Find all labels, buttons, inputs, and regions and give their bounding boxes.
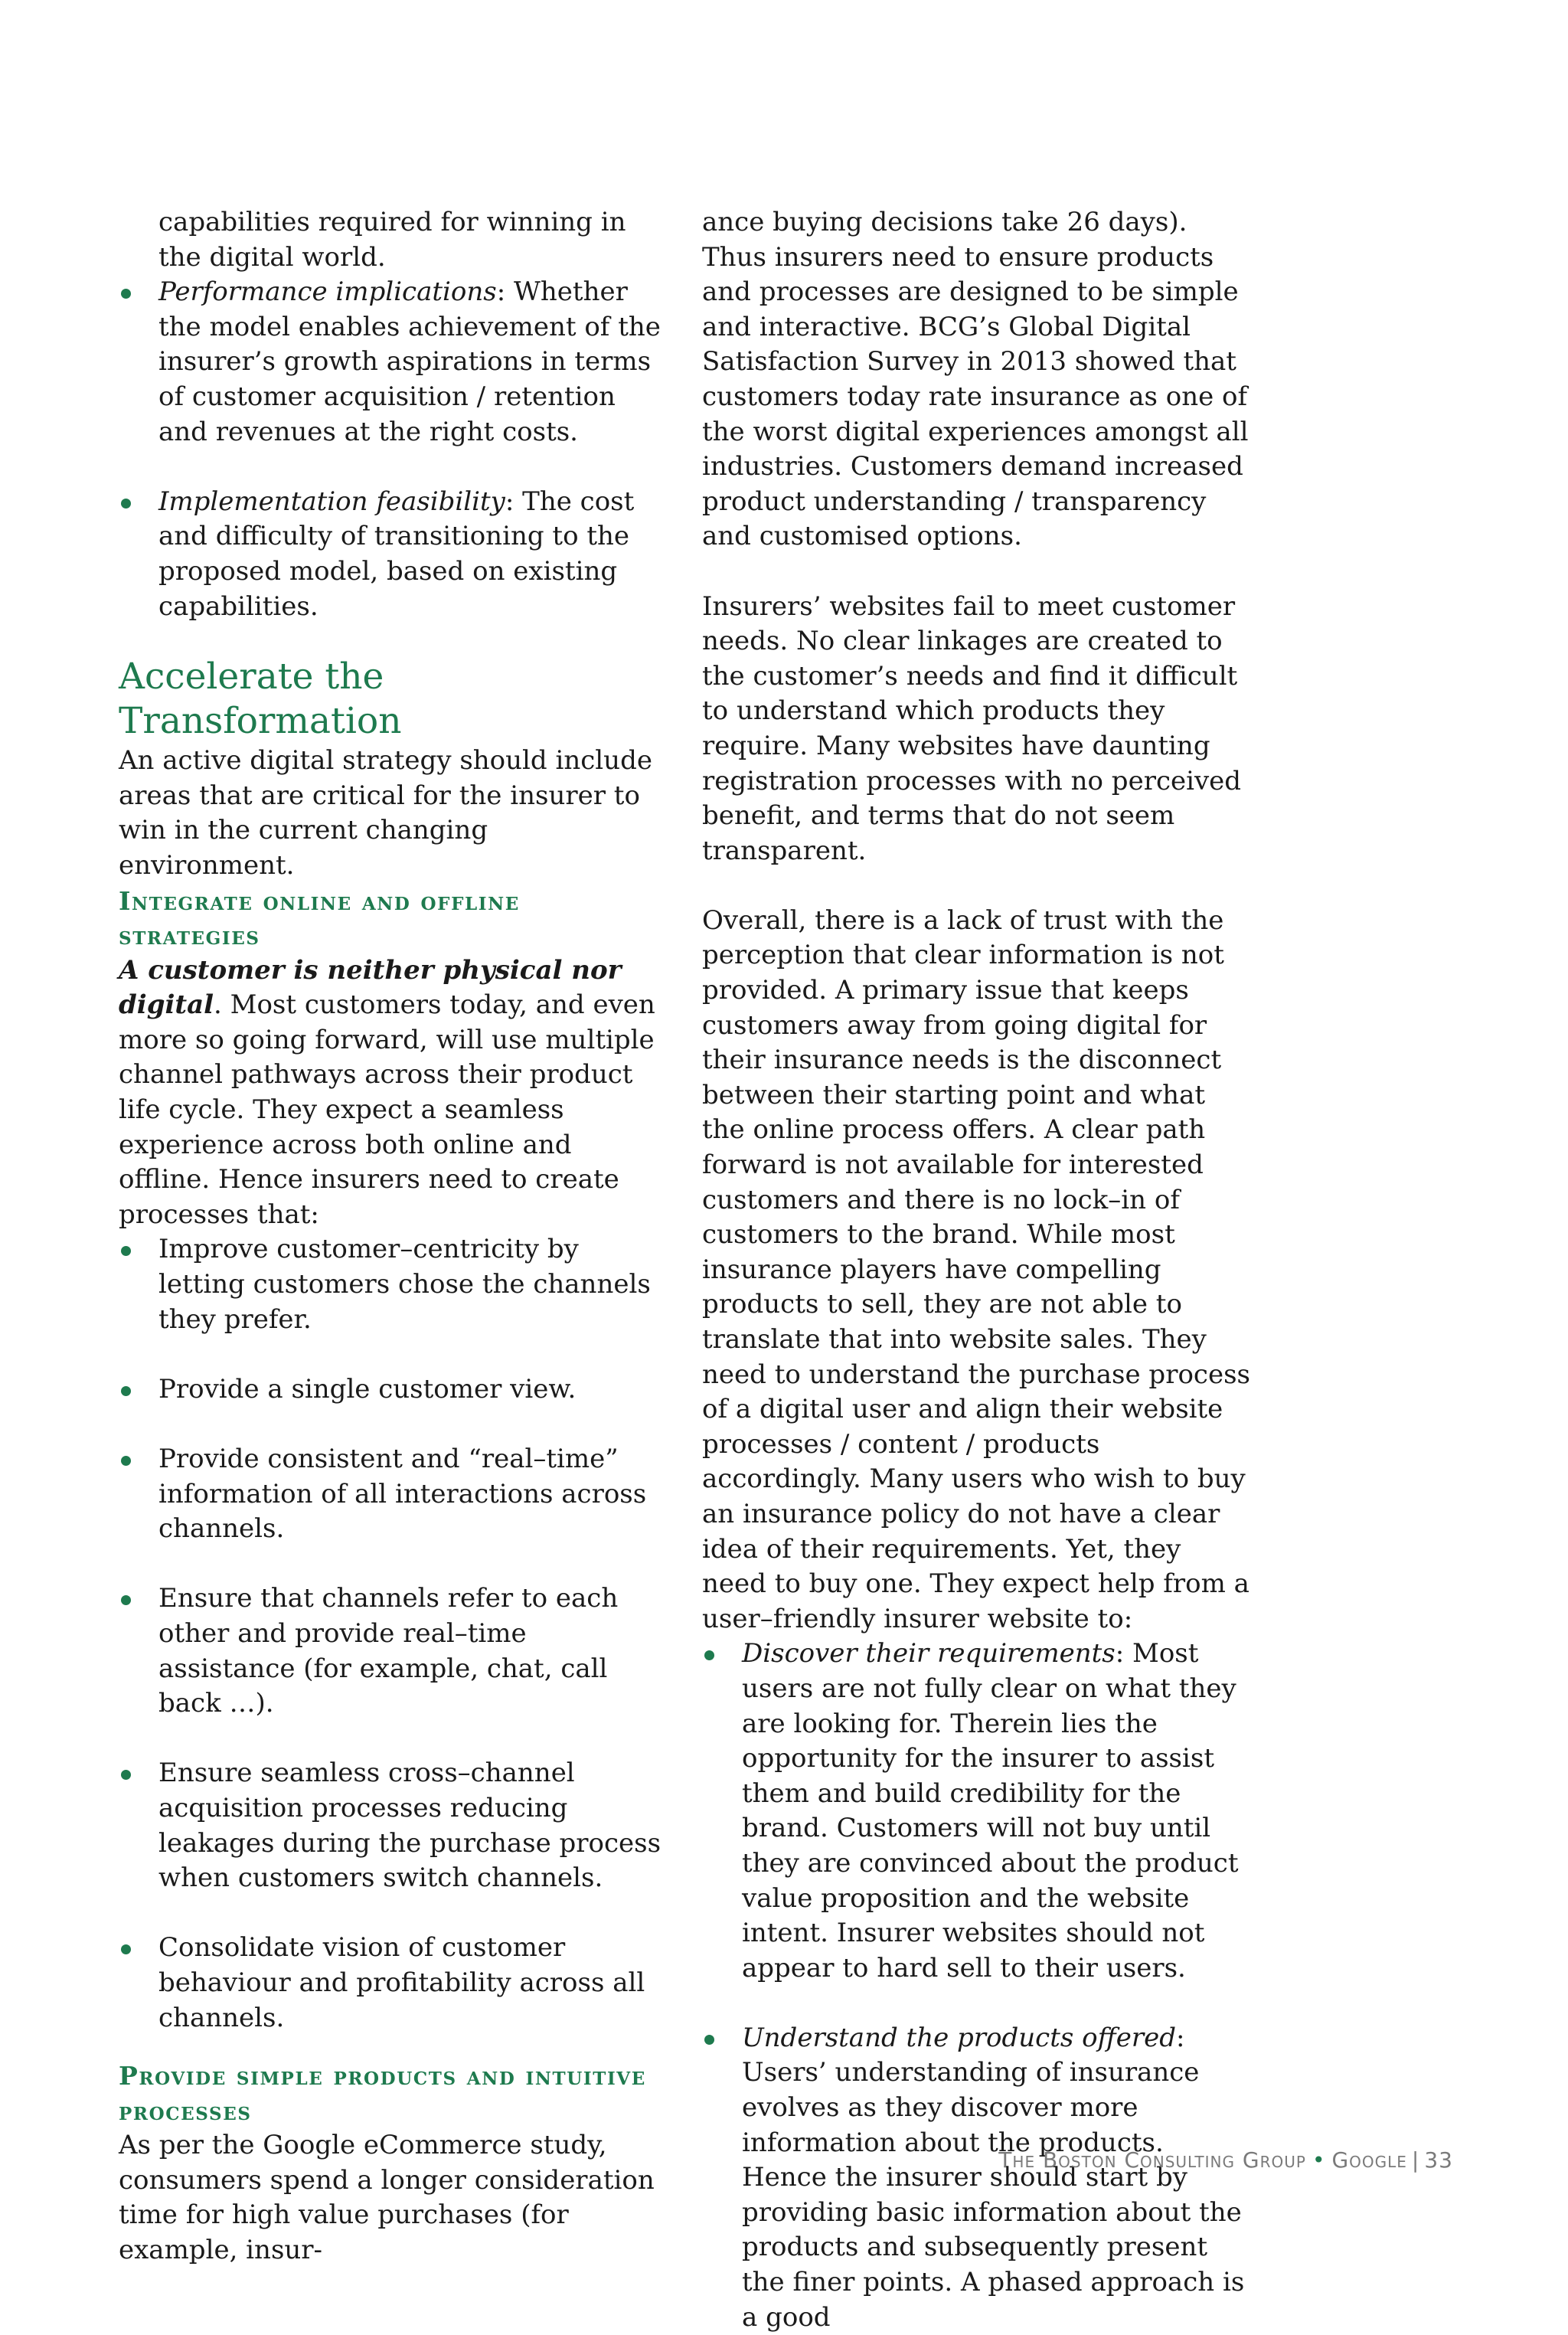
integrate-text: . Most customers today, and even more so going forward, will use multiple channel pathways across their product life cycle. They expect a seamless experience across both online and offline. Hence insurers need to create processes that: [119, 989, 655, 1230]
user-needs-text: : Users’ understanding of insurance evolves as they discover more information about the products. Hence the insurer should start by providing basic information about the products and subsequently present the finer points. A phased approach is a good [742, 2022, 1245, 2333]
criteria-text: : The cost and difficulty of transitioning to the proposed model, based on existing capabilities. [158, 486, 635, 622]
process-item: Ensure that channels refer to each other and provide real–time assistance (for example, chat, call back …). [119, 1581, 670, 1721]
paragraph-consideration: ance buying decisions take 26 days). Thus insurers need to ensure products and processes are designed to be simple and interactive. BCG’s Global Digital Satisfaction Survey in 2013 showed that customers today rate insurance as one of the worst digital experiences amongst all industries. Customers demand increased product understanding / transparency and customised options. [702, 207, 1249, 552]
user-needs-lead: Understand the products offered [742, 2022, 1176, 2053]
process-item: Provide consistent and “real–time” information of all interactions across channels. [119, 1442, 670, 1547]
criteria-text: : Whether the model enables achievement of the insurer’s growth aspirations in terms of customer acquisition / retention and revenues at the right costs. [158, 276, 661, 447]
criteria-lead: Implementation feasibility [158, 486, 505, 517]
integrate-emphasis: A customer is neither physical nor digital [119, 954, 622, 1021]
right-column [702, 205, 1253, 2335]
user-needs-item [702, 2021, 1253, 2335]
criteria-item [119, 275, 670, 450]
subheading-integrate: Integrate online and offline strategies [119, 885, 520, 951]
paragraph-trust: Overall, there is a lack of trust with the perception that clear information is not provided. A primary issue that keeps customers away from going digital for their insurance needs is the disconnect between their starting point and what the online process offers. A clear path forward is not available for interested customers and there is no lock–in of customers to the brand. While most insurance players have compelling products to sell, they are not able to translate that into website sales. They need to understand the purchase process of a digital user and align their website processes / content / products accordingly. Many users who wish to buy an insurance policy do not have a clear idea of their requirements. Yet, they need to buy one. They expect help from a user–friendly insurer website to: [702, 904, 1250, 1634]
user-needs-text: : Most users are not fully clear on what they are looking for. Therein lies the opportunity for the insurer to assist them and build credibility for the brand. Customers will not buy until they are convinced about the product value proposition and the website intent. Insurer websites should not appear to hard sell to their users. [742, 1638, 1239, 1983]
page-footer [998, 2147, 1453, 2173]
footer-partner: Google [1331, 2147, 1407, 2173]
process-item: Provide a single customer view. [119, 1372, 670, 1408]
user-needs-lead: Discover their requirements [742, 1638, 1116, 1669]
section-intro: An active digital strategy should include areas that are critical for the insurer to win in the current changing environment. [119, 745, 652, 881]
bullet-separator-icon: • [1312, 2147, 1326, 2173]
pipe-separator-icon: | [1411, 2147, 1420, 2173]
subheading-simple-products: Provide simple products and intuitive processes [119, 2061, 646, 2126]
simple-products-paragraph: As per the Google eCommerce study, consumers spend a longer consideration time for high value purchases (for example, insur- [119, 2130, 655, 2266]
integrate-paragraph [119, 953, 670, 1233]
process-item: Ensure seamless cross–channel acquisition processes reducing leakages during the purchase process when customers switch channels. [119, 1756, 670, 1895]
left-column [119, 205, 670, 2268]
page-number: 33 [1424, 2147, 1453, 2173]
process-item: Consolidate vision of customer behaviour and profitability across all channels. [119, 1931, 670, 2036]
intro-continuation: capabilities required for winning in the digital world. [158, 207, 626, 273]
criteria-item [119, 485, 670, 624]
criteria-list [119, 275, 670, 624]
footer-publisher: The Boston Consulting Group [998, 2147, 1306, 2173]
process-item: Improve customer–centricity by letting customers chose the channels they prefer. [119, 1232, 670, 1337]
process-list [119, 1232, 670, 2036]
criteria-lead: Performance implications [158, 276, 497, 308]
paragraph-websites: Insurers’ websites fail to meet customer needs. No clear linkages are created to the customer’s needs and find it difficult to understand which products they require. Many websites have daunting registration processes with no perceived benefit, and terms that do not seem transparent. [702, 590, 1242, 866]
user-needs-list [702, 1637, 1253, 2335]
section-heading: Accelerate the Transformation [119, 656, 402, 743]
user-needs-item [702, 1637, 1253, 1986]
